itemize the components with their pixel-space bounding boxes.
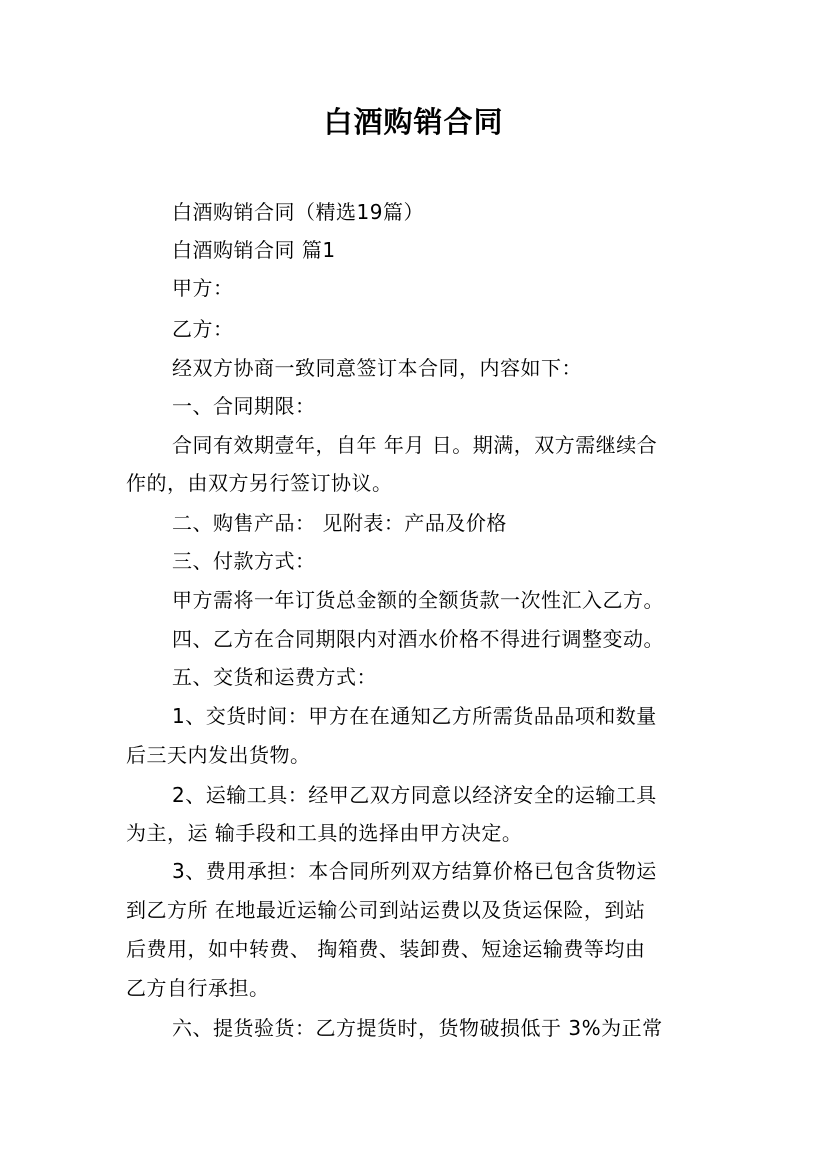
- paragraph-line: 作的，由双方另行签订协议。: [126, 471, 393, 495]
- subtitle-line: 白酒购销合同（精选19篇）: [172, 200, 424, 224]
- party-b-line: 乙方：: [172, 317, 234, 341]
- paragraph-line: 甲方需将一年订货总金额的全额货款一次性汇入乙方。: [172, 588, 664, 612]
- party-a-line: 甲方：: [172, 276, 234, 300]
- clause-heading: 五、交货和运费方式：: [172, 665, 377, 689]
- document-title: 白酒购销合同: [323, 105, 504, 139]
- paragraph-line: 3、费用承担：本合同所列双方结算价格已包含货物运: [172, 859, 657, 883]
- paragraph-line: 合同有效期壹年，自年 年月 日。期满，双方需继续合: [172, 433, 658, 457]
- clause-heading: 一、合同期限：: [172, 394, 316, 418]
- paragraph-line: 六、提货验货：乙方提货时，货物破损低于 3%为正常: [172, 1016, 663, 1040]
- clause-heading: 四、乙方在合同期限内对酒水价格不得进行调整变动。: [172, 627, 664, 651]
- paragraph-line: 为主，运 输手段和工具的选择由甲方决定。: [126, 821, 523, 845]
- paragraph-line: 经双方协商一致同意签订本合同，内容如下：: [172, 356, 582, 380]
- paragraph-line: 乙方自行承担。: [126, 976, 270, 1000]
- paragraph-line: 后费用，如中转费、 掏箱费、装卸费、短途运输费等均由: [126, 937, 646, 961]
- section-heading: 白酒购销合同 篇1: [172, 238, 336, 262]
- clause-heading: 二、购售产品： 见附表：产品及价格: [172, 511, 507, 535]
- clause-heading: 三、付款方式：: [172, 549, 316, 573]
- paragraph-line: 到乙方所 在地最近运输公司到站运费以及货运保险，到站: [126, 898, 646, 922]
- paragraph-line: 1、交货时间：甲方在在通知乙方所需货品品项和数量: [172, 704, 657, 728]
- paragraph-line: 后三天内发出货物。: [126, 743, 311, 767]
- paragraph-line: 2、运输工具：经甲乙双方同意以经济安全的运输工具: [172, 783, 657, 807]
